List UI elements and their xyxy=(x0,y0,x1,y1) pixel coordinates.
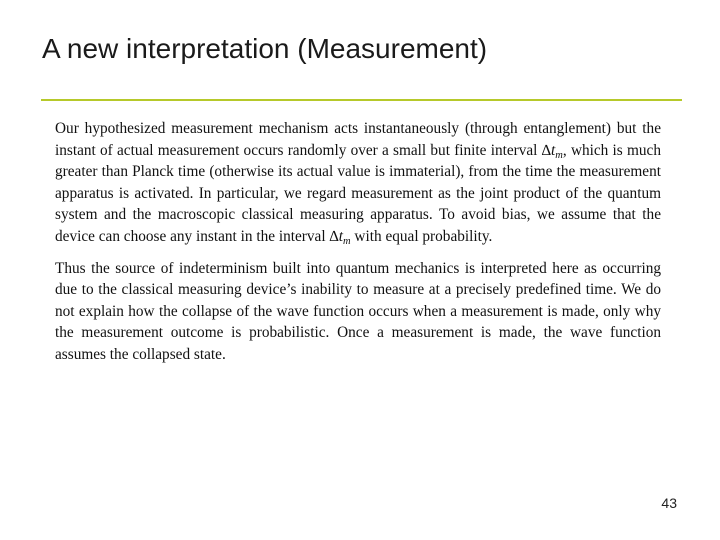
math-variable: t xyxy=(551,141,556,159)
paragraph-1-text-b: , which is much greater than Planck time (otherwise its actual value is immaterial), from the time the measurement apparatus is activated. In particular, we regard measurement as the joint product of the quantum system and the macroscopic classical measuring apparatus. To avoid bias, we assume that the device can choose any instant in the interval xyxy=(55,141,661,245)
paragraph-2: Thus the source of indeterminism built into quantum mechanics is interpreted here as occurring due to the classical measuring device’s inability to measure at a precisely predefined time. We do not explain how the collapse of the wave function occurs when a measurement is made, only why the measurement outcome is probabilistic. Once a measurement is made, the wave function assumes the collapsed state. xyxy=(55,259,661,363)
slide-title: A new interpretation (Measurement) xyxy=(42,33,488,64)
delta-glyph: ∆ xyxy=(541,141,552,159)
paragraph-1 xyxy=(55,118,661,248)
math-variable: t xyxy=(338,227,344,245)
math-subscript: m xyxy=(343,235,351,247)
math-subscript: m xyxy=(555,149,563,161)
delta-glyph: ∆ xyxy=(329,227,339,245)
delta-t-m-symbol xyxy=(542,142,563,159)
slide-body xyxy=(55,118,661,366)
delta-t-m-symbol xyxy=(329,228,350,245)
title-divider xyxy=(41,99,682,101)
page-number: 43 xyxy=(661,495,677,511)
paragraph-1-text-a: Our hypothesized measurement mechanism acts instantaneously (through entanglement) but the instant of actual measurement occurs randomly over a small but finite interval xyxy=(55,120,661,159)
paragraph-1-text-c: with equal probability. xyxy=(350,227,493,245)
